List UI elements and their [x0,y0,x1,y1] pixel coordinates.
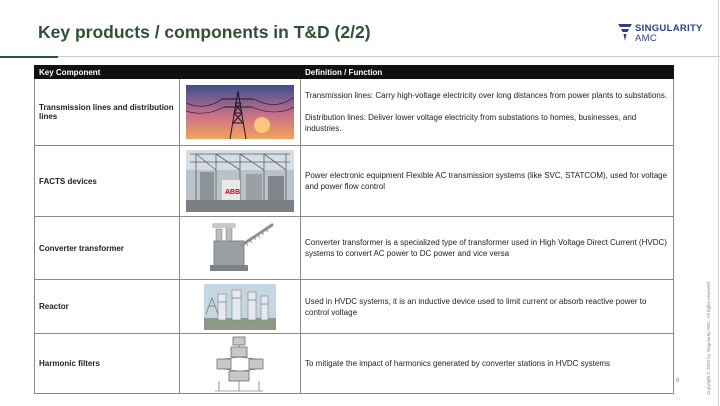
logo-name: SINGULARITY [635,23,703,34]
table-row [35,334,674,394]
component-name: Transmission lines and distribution lines [35,79,180,146]
definition-transmission: Transmission lines: Carry high-voltage electricity over long distances from power plants to substations. [305,91,668,100]
definition-reactor: Used in HVDC systems, it is an inductive device used to limit current or absorb reactive power to control voltage [305,296,647,317]
table-row [35,217,674,280]
header-definition: Definition / Function [301,66,674,79]
component-definition [301,334,674,394]
component-definition [301,280,674,334]
component-name: Harmonic filters [35,334,180,394]
component-image [180,280,301,334]
page-title: Key products / components in T&D (2/2) [38,22,371,42]
definition-facts: Power electronic equipment Flexible AC transmission systems (like SVC, STATCOM), used for voltage and power flow control [305,171,668,191]
definition-harmonic: To mitigate the impact of harmonics generated by converter stations in HVDC systems [305,359,611,368]
component-name: FACTS devices [35,146,180,217]
header-image [180,66,301,79]
component-definition [301,217,674,280]
company-logo [618,24,703,44]
table-row [35,79,674,146]
table-row [35,280,674,334]
component-definition [301,146,674,217]
table-row [35,146,674,217]
component-name: Converter transformer [35,217,180,280]
component-image [180,217,301,280]
abb-brand-mark: ABB [225,189,241,196]
slide-edge-divider [718,0,719,406]
definition-distribution: Distribution lines: Deliver lower voltage electricity from substations to homes, businesses, and industries. [305,113,637,133]
copyright-notice: Copyright © 2025 by Singularity AMC. All rights reserved. [706,281,711,395]
singularity-logo-icon [618,24,632,41]
definition-converter: Converter transformer is a specialized type of transformer used in High Voltage Direct Current (HVDC) systems to convert AC power to DC power and vice versa [305,238,667,258]
component-image [180,146,301,217]
title-divider [58,56,720,57]
component-image [180,79,301,146]
transmission-tower-photo-icon [186,85,294,139]
harmonic-filter-photo-icon [209,335,271,393]
table-header-row [35,66,674,79]
page-number: 8 [676,378,680,384]
components-table [34,65,674,394]
reactor-photo-icon [204,284,276,330]
component-name: Reactor [35,280,180,334]
facts-substation-photo-icon [186,150,294,212]
logo-sub: AMC [635,33,658,44]
converter-transformer-photo-icon [198,219,282,277]
header-key-component: Key Component [35,66,180,79]
component-image [180,334,301,394]
component-definition [301,79,674,146]
title-accent-rule [0,56,58,58]
